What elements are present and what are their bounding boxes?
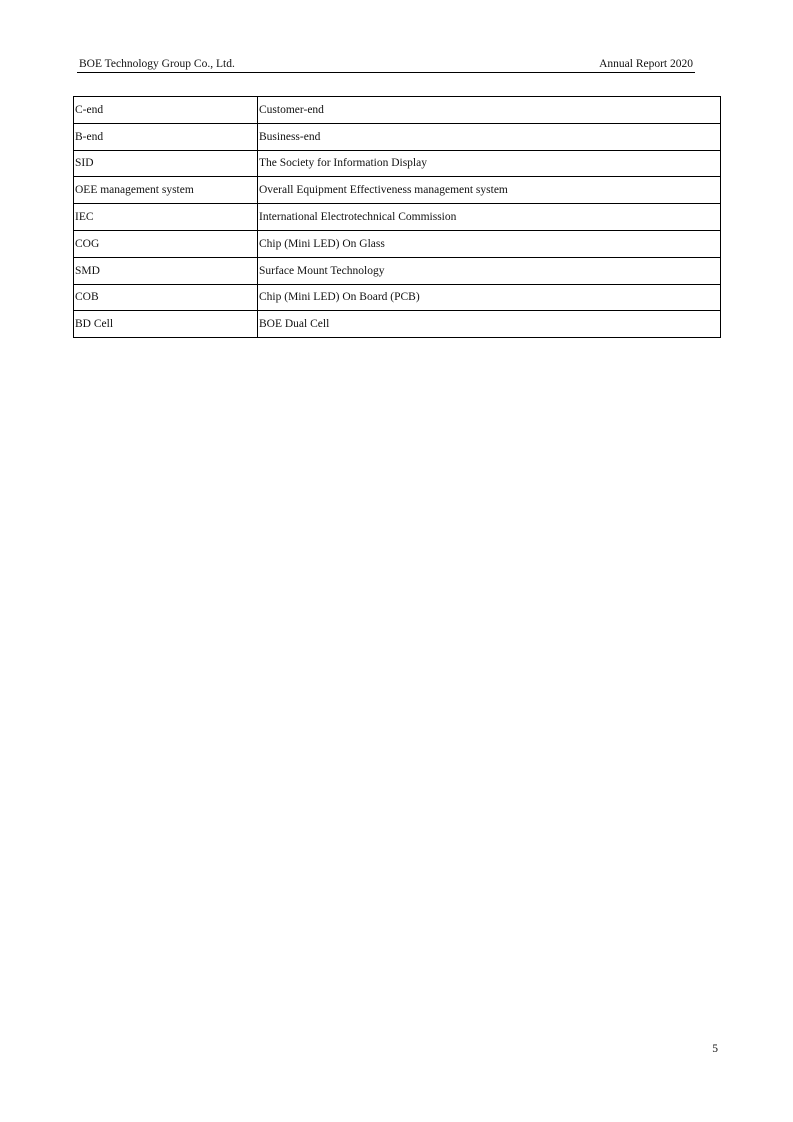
table-row (74, 177, 721, 204)
table-row (74, 150, 721, 177)
term-cell: COB (74, 284, 258, 311)
term-cell: COG (74, 230, 258, 257)
glossary-table (73, 96, 721, 338)
table-row (74, 123, 721, 150)
definition-cell: Chip (Mini LED) On Board (PCB) (258, 284, 721, 311)
term-cell: B-end (74, 123, 258, 150)
table-row (74, 230, 721, 257)
term-cell: C-end (74, 97, 258, 124)
table-row (74, 97, 721, 124)
definition-cell: Overall Equipment Effectiveness management system (258, 177, 721, 204)
definition-cell: BOE Dual Cell (258, 311, 721, 338)
report-title: Annual Report 2020 (599, 58, 693, 70)
term-cell: SID (74, 150, 258, 177)
term-cell: OEE management system (74, 177, 258, 204)
definition-cell: Chip (Mini LED) On Glass (258, 230, 721, 257)
definition-cell: International Electrotechnical Commission (258, 204, 721, 231)
definition-cell: Surface Mount Technology (258, 257, 721, 284)
definition-cell: Customer-end (258, 97, 721, 124)
table-row (74, 311, 721, 338)
table-row (74, 284, 721, 311)
company-name: BOE Technology Group Co., Ltd. (79, 58, 235, 70)
term-cell: BD Cell (74, 311, 258, 338)
definition-cell: Business-end (258, 123, 721, 150)
page-number: 5 (712, 1043, 718, 1055)
page-header (77, 56, 695, 73)
term-cell: SMD (74, 257, 258, 284)
term-cell: IEC (74, 204, 258, 231)
definition-cell: The Society for Information Display (258, 150, 721, 177)
table-row (74, 204, 721, 231)
table-row (74, 257, 721, 284)
